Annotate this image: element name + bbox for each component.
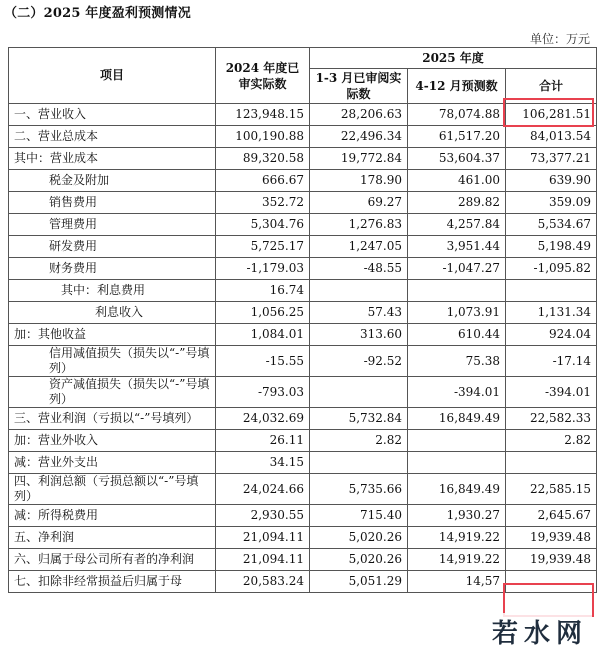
- row-label: 利息收入: [9, 302, 216, 324]
- table-row: [9, 214, 597, 236]
- cell-q1-actual: 5,732.84: [310, 408, 408, 430]
- row-label: 信用减值损失（损失以“-”号填列）: [9, 346, 216, 377]
- cell-total: -1,095.82: [506, 258, 597, 280]
- cell-total: 1,131.34: [506, 302, 597, 324]
- cell-forecast: 53,604.37: [408, 148, 506, 170]
- cell-forecast: 4,257.84: [408, 214, 506, 236]
- cell-total: 2,645.67: [506, 505, 597, 527]
- row-label: 税金及附加: [9, 170, 216, 192]
- cell-2024-actual: 21,094.11: [216, 527, 310, 549]
- cell-2024-actual: 24,024.66: [216, 474, 310, 505]
- cell-2024-actual: 5,304.76: [216, 214, 310, 236]
- cell-total: 5,534.67: [506, 214, 597, 236]
- header-q1-actual: 1-3 月已审阅实际数: [310, 69, 408, 104]
- watermark-logo: 若水网: [488, 613, 592, 650]
- cell-total: -17.14: [506, 346, 597, 377]
- cell-q1-actual: 2.82: [310, 430, 408, 452]
- cell-total: 2.82: [506, 430, 597, 452]
- cell-2024-actual: 352.72: [216, 192, 310, 214]
- row-label: 一、营业收入: [9, 104, 216, 126]
- table-row: [9, 571, 597, 593]
- header-item: 项目: [9, 48, 216, 104]
- header-2025-group: 2025 年度: [310, 48, 597, 69]
- row-label: 减：营业外支出: [9, 452, 216, 474]
- cell-forecast: 289.82: [408, 192, 506, 214]
- table-row: [9, 302, 597, 324]
- row-label: 三、营业利润（亏损以“-”号填列）: [9, 408, 216, 430]
- cell-q1-actual: 178.90: [310, 170, 408, 192]
- header-2024-actual: 2024 年度已审实际数: [216, 48, 310, 104]
- row-label: 七、扣除非经常损益后归属于母: [9, 571, 216, 593]
- table-row: [9, 324, 597, 346]
- table-row: [9, 452, 597, 474]
- row-label: 减：所得税费用: [9, 505, 216, 527]
- table-row: [9, 104, 597, 126]
- row-label: 加：其他收益: [9, 324, 216, 346]
- cell-q1-actual: 313.60: [310, 324, 408, 346]
- cell-q1-actual: 19,772.84: [310, 148, 408, 170]
- cell-2024-actual: 1,084.01: [216, 324, 310, 346]
- cell-forecast: 14,919.22: [408, 527, 506, 549]
- table-row: [9, 377, 597, 408]
- cell-q1-actual: 1,276.83: [310, 214, 408, 236]
- cell-2024-actual: -1,179.03: [216, 258, 310, 280]
- profit-forecast-table: [8, 47, 597, 593]
- cell-forecast: 3,951.44: [408, 236, 506, 258]
- row-label: 其中：营业成本: [9, 148, 216, 170]
- row-label: 六、归属于母公司所有者的净利润: [9, 549, 216, 571]
- cell-forecast: [408, 280, 506, 302]
- table-row: [9, 527, 597, 549]
- cell-2024-actual: 26.11: [216, 430, 310, 452]
- cell-total: [506, 280, 597, 302]
- cell-2024-actual: 1,056.25: [216, 302, 310, 324]
- table-row: [9, 126, 597, 148]
- cell-forecast: [408, 452, 506, 474]
- cell-total: [506, 452, 597, 474]
- cell-q1-actual: 5,020.26: [310, 549, 408, 571]
- cell-forecast: 461.00: [408, 170, 506, 192]
- cell-forecast: 14,57: [408, 571, 506, 593]
- cell-forecast: 75.38: [408, 346, 506, 377]
- row-label: 研发费用: [9, 236, 216, 258]
- cell-total: 19,939.48: [506, 527, 597, 549]
- cell-2024-actual: 34.15: [216, 452, 310, 474]
- cell-q1-actual: [310, 280, 408, 302]
- cell-q1-actual: 715.40: [310, 505, 408, 527]
- cell-total: -394.01: [506, 377, 597, 408]
- table-row: [9, 148, 597, 170]
- cell-2024-actual: 5,725.17: [216, 236, 310, 258]
- cell-q1-actual: -48.55: [310, 258, 408, 280]
- row-label: 二、营业总成本: [9, 126, 216, 148]
- table-row: [9, 505, 597, 527]
- table-row: [9, 258, 597, 280]
- section-title: （二）2025 年度盈利预测情况: [4, 6, 191, 21]
- row-label: 其中：利息费用: [9, 280, 216, 302]
- cell-q1-actual: [310, 452, 408, 474]
- cell-total: 639.90: [506, 170, 597, 192]
- cell-forecast: -394.01: [408, 377, 506, 408]
- cell-forecast: 1,930.27: [408, 505, 506, 527]
- cell-forecast: -1,047.27: [408, 258, 506, 280]
- table-row: [9, 549, 597, 571]
- cell-q1-actual: -92.52: [310, 346, 408, 377]
- row-label: 资产减值损失（损失以“-”号填列）: [9, 377, 216, 408]
- cell-q1-actual: [310, 377, 408, 408]
- header-forecast: 4-12 月预测数: [408, 69, 506, 104]
- row-label: 财务费用: [9, 258, 216, 280]
- cell-q1-actual: 1,247.05: [310, 236, 408, 258]
- table-row: [9, 430, 597, 452]
- cell-total: 106,281.51: [506, 104, 597, 126]
- cell-2024-actual: 21,094.11: [216, 549, 310, 571]
- cell-forecast: 16,849.49: [408, 408, 506, 430]
- cell-q1-actual: 5,735.66: [310, 474, 408, 505]
- cell-forecast: 1,073.91: [408, 302, 506, 324]
- table-row: [9, 346, 597, 377]
- cell-total: 22,582.33: [506, 408, 597, 430]
- cell-2024-actual: 16.74: [216, 280, 310, 302]
- cell-total: 5,198.49: [506, 236, 597, 258]
- table-row: [9, 280, 597, 302]
- cell-2024-actual: 100,190.88: [216, 126, 310, 148]
- table-row: [9, 236, 597, 258]
- cell-forecast: [408, 430, 506, 452]
- cell-2024-actual: 20,583.24: [216, 571, 310, 593]
- cell-2024-actual: 666.67: [216, 170, 310, 192]
- row-label: 管理费用: [9, 214, 216, 236]
- cell-q1-actual: 5,020.26: [310, 527, 408, 549]
- cell-total: 84,013.54: [506, 126, 597, 148]
- table-row: [9, 408, 597, 430]
- cell-q1-actual: 22,496.34: [310, 126, 408, 148]
- table-row: [9, 192, 597, 214]
- table-row: [9, 170, 597, 192]
- cell-2024-actual: 24,032.69: [216, 408, 310, 430]
- cell-total: 22,585.15: [506, 474, 597, 505]
- cell-total: [506, 571, 597, 593]
- row-label: 加：营业外收入: [9, 430, 216, 452]
- cell-q1-actual: 5,051.29: [310, 571, 408, 593]
- cell-2024-actual: -793.03: [216, 377, 310, 408]
- cell-forecast: 61,517.20: [408, 126, 506, 148]
- cell-2024-actual: 89,320.58: [216, 148, 310, 170]
- cell-total: 73,377.21: [506, 148, 597, 170]
- cell-q1-actual: 69.27: [310, 192, 408, 214]
- cell-q1-actual: 57.43: [310, 302, 408, 324]
- cell-2024-actual: 123,948.15: [216, 104, 310, 126]
- cell-q1-actual: 28,206.63: [310, 104, 408, 126]
- cell-total: 924.04: [506, 324, 597, 346]
- cell-2024-actual: 2,930.55: [216, 505, 310, 527]
- row-label: 销售费用: [9, 192, 216, 214]
- cell-forecast: 78,074.88: [408, 104, 506, 126]
- cell-forecast: 16,849.49: [408, 474, 506, 505]
- cell-forecast: 14,919.22: [408, 549, 506, 571]
- table-row: [9, 474, 597, 505]
- unit-label: 单位：万元: [529, 32, 590, 46]
- cell-total: 359.09: [506, 192, 597, 214]
- cell-total: 19,939.48: [506, 549, 597, 571]
- row-label: 五、净利润: [9, 527, 216, 549]
- cell-forecast: 610.44: [408, 324, 506, 346]
- row-label: 四、利润总额（亏损总额以“-”号填列）: [9, 474, 216, 505]
- cell-2024-actual: -15.55: [216, 346, 310, 377]
- header-total: 合计: [506, 69, 597, 104]
